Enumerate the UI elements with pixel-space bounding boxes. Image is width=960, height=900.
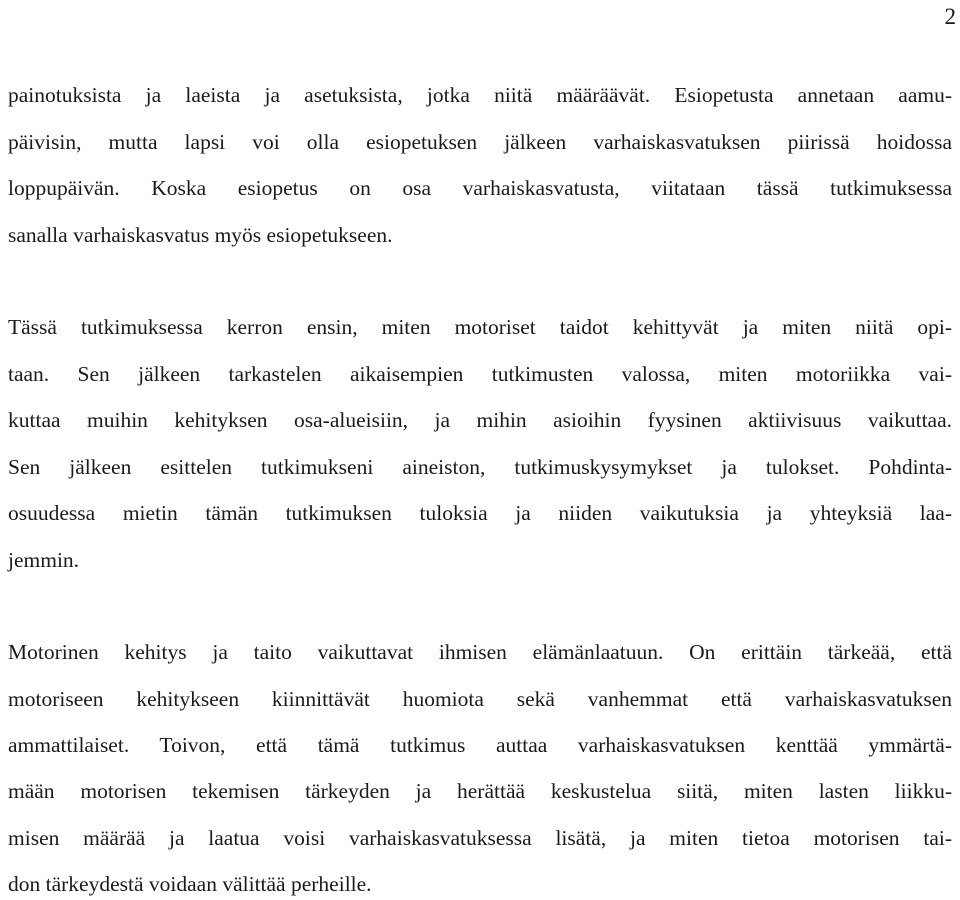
text-line: kuttaa muihin kehityksen osa-alueisiin, ja mihin asioihin fyysinen aktiivisuus vaikuttaa. (8, 408, 952, 432)
text-line: painotuksista ja laeista ja asetuksista, jotka niitä määräävät. Esiopetusta annetaan aamu- (8, 83, 952, 107)
text-line: sanalla varhaiskasvatus myös esiopetukseen. (8, 223, 393, 247)
text-line: päivisin, mutta lapsi voi olla esiopetuksen jälkeen varhaiskasvatuksen piirissä hoidossa (8, 130, 952, 154)
text-line: motoriseen kehitykseen kiinnittävät huomiota sekä vanhemmat että varhaiskasvatuksen (8, 687, 952, 711)
text-line: mään motorisen tekemisen tärkeyden ja herättää keskustelua siitä, miten lasten liikku- (8, 779, 952, 803)
text-line: Motorinen kehitys ja taito vaikuttavat ihmisen elämänlaatuun. On erittäin tärkeää, että (8, 640, 952, 664)
text-line: don tärkeydestä voidaan välittää perheille. (8, 872, 372, 896)
text-line: loppupäivän. Koska esiopetus on osa varhaiskasvatusta, viitataan tässä tutkimuksessa (8, 176, 952, 200)
text-line: taan. Sen jälkeen tarkastelen aikaisempien tutkimusten valossa, miten motoriikka vai- (8, 362, 952, 386)
text-line: ammattilaiset. Toivon, että tämä tutkimus auttaa varhaiskasvatuksen kenttää ymmärtä- (8, 733, 952, 757)
text-line: Sen jälkeen esittelen tutkimukseni aineiston, tutkimuskysymykset ja tulokset. Pohdinta- (8, 455, 952, 479)
text-line: osuudessa mietin tämän tutkimuksen tuloksia ja niiden vaikutuksia ja yhteyksiä laa- (8, 501, 952, 525)
text-line: Tässä tutkimuksessa kerron ensin, miten motoriset taidot kehittyvät ja miten niitä opi- (8, 315, 952, 339)
page-number: 2 (944, 4, 956, 29)
text-line: misen määrää ja laatua voisi varhaiskasvatuksessa lisätä, ja miten tietoa motorisen tai- (8, 826, 952, 850)
text-line: jemmin. (8, 548, 80, 572)
